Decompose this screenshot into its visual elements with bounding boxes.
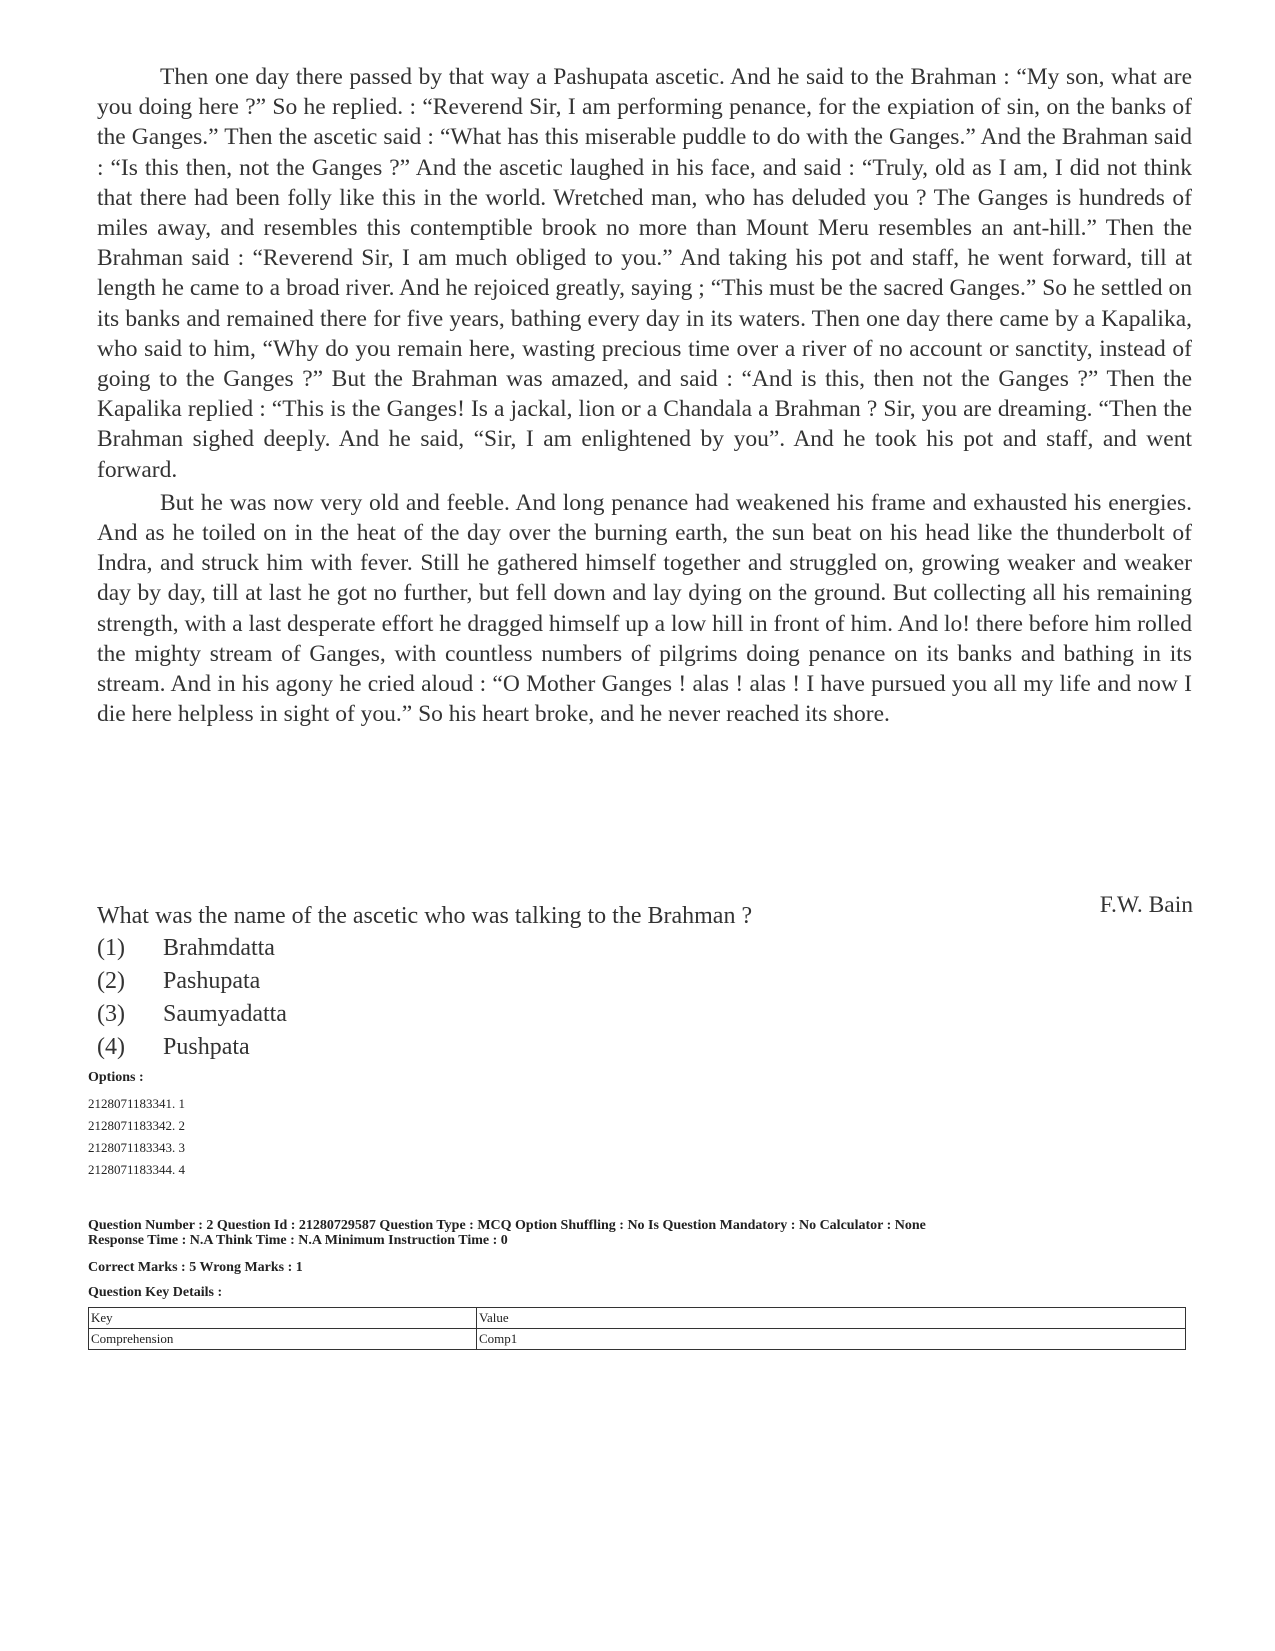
table-cell: Comp1 bbox=[477, 1329, 1186, 1350]
option-id-item: 2128071183341. 1 bbox=[88, 1096, 186, 1111]
choice-text: Pushpata bbox=[163, 1034, 250, 1060]
choice-1 bbox=[97, 932, 287, 965]
choice-number: (4) bbox=[97, 1034, 125, 1060]
option-id-list bbox=[88, 1093, 185, 1181]
question-info-line-1: Question Number : 2 Question Id : 21280729587 Question Type : MCQ Option Shuffling : No Is Question Mandatory : No Calculator : None bbox=[88, 1218, 926, 1233]
choice-3 bbox=[97, 998, 287, 1031]
table-header-cell: Key bbox=[89, 1308, 477, 1329]
key-details-table bbox=[88, 1307, 1186, 1350]
choice-2 bbox=[97, 965, 287, 998]
table-row bbox=[89, 1329, 1186, 1350]
question-info-line-2: Response Time : N.A Think Time : N.A Minimum Instruction Time : 0 bbox=[88, 1233, 508, 1248]
answer-choices bbox=[97, 932, 287, 1064]
choice-number: (3) bbox=[97, 1001, 125, 1027]
option-id-item: 2128071183342. 2 bbox=[88, 1118, 186, 1133]
passage-paragraph-2: But he was now very old and feeble. And long penance had weakened his frame and exhausted his energies. And as he toiled on in the heat of the day over the burning earth, the sun beat on his head like the thunderbolt of Indra, and struck him with fever. Still he gathered himself together and struggled on, growing weaker and weaker day by day, till at last he got no further, but fell down and lay dying on the ground. But collecting all his remaining strength, with a last desperate effort he dragged himself up a low hill in front of him. And lo! there before him rolled the mighty stream of Ganges, with countless numbers of pilgrims doing penance on its banks and bathing in its stream. And in his agony he cried aloud : “O Mother Ganges ! alas ! alas ! I have pursued you all my life and now I die here helpless in sight of you.” So his heart broke, and he never reached its shore. bbox=[97, 489, 1192, 728]
passage-paragraph-1: Then one day there passed by that way a Pashupata ascetic. And he said to the Brahman : “My son, what are you doing here ?” So he replied. : “Reverend Sir, I am performing penance, for the expiation of sin, on the banks of the Ganges.” Then the ascetic said : “What has this miserable puddle to do with the Ganges.” And the Brahman said : “Is this then, not the Ganges ?” And the ascetic laughed in his face, and said : “Truly, old as I am, I did not think that there had been folly like this in the world. Wretched man, who has deluded you ? The Ganges is hundreds of miles away, and resembles this contemptible brook no more than Mount Meru resembles an ant-hill.” Then the Brahman said : “Reverend Sir, I am much obliged to you.” And taking his pot and staff, he went forward, till at length he came to a broad river. And he rejoiced greatly, saying ; “This must be the sacred Ganges.” So he settled on its banks and remained there for five years, bathing every day in its waters. Then one day there came by a Kapalika, who said to him, “Why do you remain here, wasting precious time over a river of no account or sanctity, instead of going to the Ganges ?” But the Brahman was amazed, and said : “And is this, then not the Ganges ?” Then the Kapalika replied : “This is the Ganges! Is a jackal, lion or a Chandala a Brahman ? Sir, you are dreaming. “Then the Brahman sighed deeply. And he said, “Sir, I am enlightened by you”. And he took his pot and staff, and went forward. bbox=[97, 64, 1192, 483]
choice-text: Pashupata bbox=[163, 968, 261, 994]
choice-number: (2) bbox=[97, 968, 125, 994]
comprehension-passage bbox=[97, 62, 1192, 729]
table-header-cell: Value bbox=[477, 1308, 1186, 1329]
option-id-item: 2128071183344. 4 bbox=[88, 1162, 186, 1177]
choice-number: (1) bbox=[97, 935, 125, 961]
options-label: Options : bbox=[88, 1070, 144, 1085]
table-header-row bbox=[89, 1308, 1186, 1329]
table-cell: Comprehension bbox=[89, 1329, 477, 1350]
choice-text: Brahmdatta bbox=[163, 935, 275, 961]
choice-text: Saumyadatta bbox=[163, 1001, 287, 1027]
question-info bbox=[88, 1218, 1188, 1248]
option-id-item: 2128071183343. 3 bbox=[88, 1140, 186, 1155]
passage-author: F.W. Bain bbox=[1099, 892, 1193, 918]
key-details-label: Question Key Details : bbox=[88, 1285, 223, 1300]
choice-4 bbox=[97, 1031, 287, 1064]
marks-info: Correct Marks : 5 Wrong Marks : 1 bbox=[88, 1260, 303, 1275]
question-text: What was the name of the ascetic who was talking to the Brahman ? bbox=[97, 903, 753, 929]
